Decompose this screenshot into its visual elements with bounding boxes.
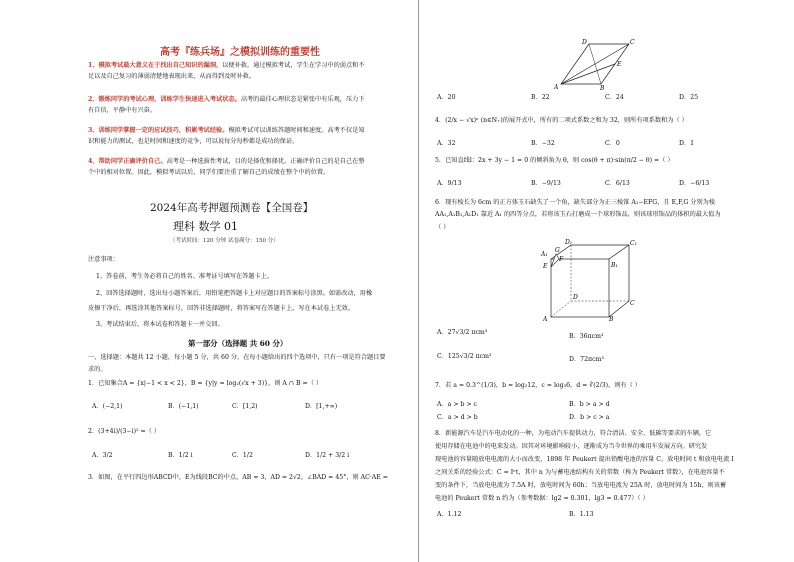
fig2-label-e: E [543, 263, 548, 270]
q1-opt-d: D．[1,+∞) [305, 403, 338, 410]
q6-opt-c: C．125√3/2 πcm³ [437, 353, 492, 360]
q7-stem: 7．若 a = 0.3^(1/3)，b = log₂12，c = log₃6，d = ∛(2/3)，则有（ ） [435, 382, 641, 389]
cube-figure [539, 237, 639, 321]
q3-opt-c: C．24 [605, 94, 624, 101]
point-4-line2: 个中的相对位置。因此，模拟考试以后，同学们要注重了解自己的成绩在整个中的位置。 [88, 169, 330, 176]
q1-opt-a: A．(−2,1) [92, 403, 123, 410]
right-column [421, 0, 794, 562]
point-3-line2: 识和能力的测试，也是时间和速度的竞争，可以说每分每秒都是成功的保证。 [88, 138, 299, 145]
notes-title: 注意事项： [88, 256, 119, 263]
parallelogram-figure [541, 38, 651, 90]
q8-line1: 8．新能源汽车是汽车电动化的一种，为电动汽车提供动力，符合清洁、安全、低碳等要求的车辆。它 [435, 430, 712, 437]
q3-opt-a: A．20 [437, 94, 456, 101]
point-2-line2: 有自信，平静中有兴奋。 [88, 107, 157, 114]
q5-opt-c: C．6/13 [605, 180, 630, 187]
note-3: 3、考试结束后，将本试卷和答题卡一并交回。 [96, 321, 224, 328]
fig1-label-d: D [582, 39, 587, 46]
q6-line2: AA₁,A₁B₁,A₁D₁ 靠近 A₁ 的四等分点，若将该玉石打磨成一个球形饰品，则该球形饰品的体积的最大值为 [435, 211, 721, 218]
section-desc-2: 求的。 [88, 366, 107, 373]
section-title: 第一部分（选择题 共 60 分） [188, 339, 288, 348]
point-1: 1、模拟考试最大意义在于找出自己知识的漏洞，以便补救。通过模拟考试，学生在学习中的弱点和不 [88, 62, 365, 69]
q8-line2: 使用存储在电池中的电来发动。因其对环境影响较小，逐渐成为当今世界的乘用车发展方向。研究发 [435, 443, 708, 450]
fig2-label-g: G [555, 247, 560, 254]
q6-opt-a: A．27√3/2 πcm³ [437, 329, 488, 336]
q2-stem: 2．(3+4i)/(3−i)² =（ ） [88, 428, 160, 435]
q5-opt-d: D．−6/13 [679, 180, 710, 187]
q1-opt-b: B．(−1,1) [168, 403, 199, 410]
q7-opt-a: A．a > b > c [437, 401, 478, 408]
fig1-label-a: A [554, 84, 559, 90]
fig2-label-a: A [543, 316, 548, 321]
exam-info: （考试时间：120 分钟 试卷满分：150 分） [170, 238, 279, 244]
point-3: 3、训练同学掌握一定的应试技巧，积累考试经验。模拟考试可以训练答题时间和速度。高考不仅是知 [88, 127, 365, 134]
fig2-label-c: C [630, 300, 635, 307]
q6-opt-d: D．72πcm³ [569, 356, 604, 363]
point-4: 4、帮助同学正确评价自己。高考是一种选拔性考试，目的是择优和择优。正确评价自己的是自己在整 [88, 158, 365, 165]
q1-opt-c: C．[1,2) [232, 403, 258, 410]
q8-line5: 变的条件下，当放电电流为 7.5A 时，放电时间为 60h；当放电电流为 25A 时，放电时间为 15h，则该蓄 [435, 482, 727, 489]
q8-line6: 电池的 Peukert 常数 n 约为（参考数据：lg2 ≈ 0.301，lg3 ≈ 0.477）（ ） [435, 495, 649, 502]
q1-stem: 1．已知集合A = {x|−1 < x < 2}，B = {y|y = log₂(√x + 3)}，则 A ∩ B =（ ） [88, 380, 323, 387]
fig1-label-e: E [617, 61, 622, 68]
q4-opt-a: A．32 [437, 140, 456, 147]
q8-line3: 现电池的容量随放电电流的大小而改变，1898 年 Peukert 提出铅酸电池的容量 C，放电时间 t 和放电电流 I [435, 456, 734, 463]
fig2-label-d: D [573, 294, 578, 301]
q2-opt-d: D．1/2 + 3/2 i [305, 452, 350, 459]
exam-subject: 理科 数学 01 [173, 220, 238, 233]
q3-opt-b: B．22 [531, 94, 550, 101]
q3-opt-d: D．25 [679, 94, 699, 101]
intro-title: 高考『练兵场』之模拟训练的重要性 [160, 47, 320, 58]
q4-opt-d: D．1 [679, 140, 695, 147]
q5-stem: 5．已知直线l：2x + 3y − 1 = 0 的倾斜角为 θ，则 cos(θ + π)·sin(π/2 − θ) =（ ） [435, 157, 674, 164]
q7-opt-c: C．a > d > b [437, 414, 478, 421]
q6-opt-b: B．36πcm³ [569, 333, 604, 340]
q5-opt-a: A．9/13 [437, 180, 462, 187]
fig2-label-d1: D₁ [565, 239, 573, 246]
fig1-label-c: C [630, 39, 635, 46]
note-2: 2、回答选择题时，选出每小题答案后，用铅笔把答题卡上对应题目的答案标号涂黑。如需改动，用橡 [96, 290, 373, 297]
fig1-label-b: B [600, 85, 605, 90]
fig2-label-f: F [559, 256, 564, 263]
q5-opt-b: B．−9/13 [531, 180, 561, 187]
note-2-cont: 皮擦干净后，再选涂其他答案标号。回答非选择题时，将答案写在答题卡上，写在本试卷上无效。 [88, 305, 355, 312]
q7-opt-d: D．b > c > a [569, 414, 610, 421]
q8-opt-a: A．1.12 [437, 511, 462, 518]
column-divider [418, 0, 419, 562]
point-2: 2、锻炼同学的考试心理，训练学生快速进入考试状态。高考的最佳心理状态是紧张中有乐观，压力下 [88, 96, 365, 103]
fig2-label-c1: C₁ [630, 240, 637, 247]
q4-opt-c: C．0 [605, 140, 620, 147]
fig2-label-b1: B₁ [611, 262, 618, 269]
q7-opt-b: B．b > a > d [569, 401, 610, 408]
section-desc-1: 一、选择题：本题共 12 小题，每小题 5 分，共 60 分。在每小题给出的四个选项中，只有一项是符合题目要 [88, 354, 386, 361]
point-1-line2: 足以及自己复习的薄弱清楚地表现出来，从而得到及时补救。 [88, 73, 256, 80]
q3-stem: 3．如图，在平行四边形ABCD中，E为线段BC的中点，AB = 3，AD = 2√2，∠BAD = 45°，则 AC·AE = [88, 474, 388, 481]
q4-stem: 4．(2/x − √x)ⁿ (n∈N₊)的展开式中，所有的二项式系数之和为 32，则所有项系数和为（ ） [435, 117, 688, 124]
q8-opt-b: B．1.13 [569, 511, 594, 518]
q4-opt-b: B．−32 [531, 140, 555, 147]
exam-title: 2024年高考押题预测卷【全国卷】 [150, 202, 314, 214]
q8-line4: 之间关系的经验公式：C = Iⁿt，其中 n 为与蓄电池结构有关的常数（称为 Peukert 常数），在电池容量不 [435, 469, 725, 476]
q2-opt-a: A．3/2 [92, 452, 113, 459]
fig2-label-b: B [609, 316, 614, 321]
q6-line1: 6．现有棱长为 6cm 的正方体玉石缺失了一个角，缺失部分为正三棱锥 A₁−EFG，且 E,F,G 分别为棱 [435, 199, 716, 206]
note-1: 1、答卷前，考生务必将自己的姓名、准考证号填写在答题卡上。 [96, 273, 274, 280]
fig2-label-a1: A₁ [541, 251, 548, 258]
q2-opt-b: B．1/2 i [168, 452, 193, 459]
q6-line3: （ ） [435, 224, 450, 231]
q2-opt-c: C．1/2 [232, 452, 253, 459]
